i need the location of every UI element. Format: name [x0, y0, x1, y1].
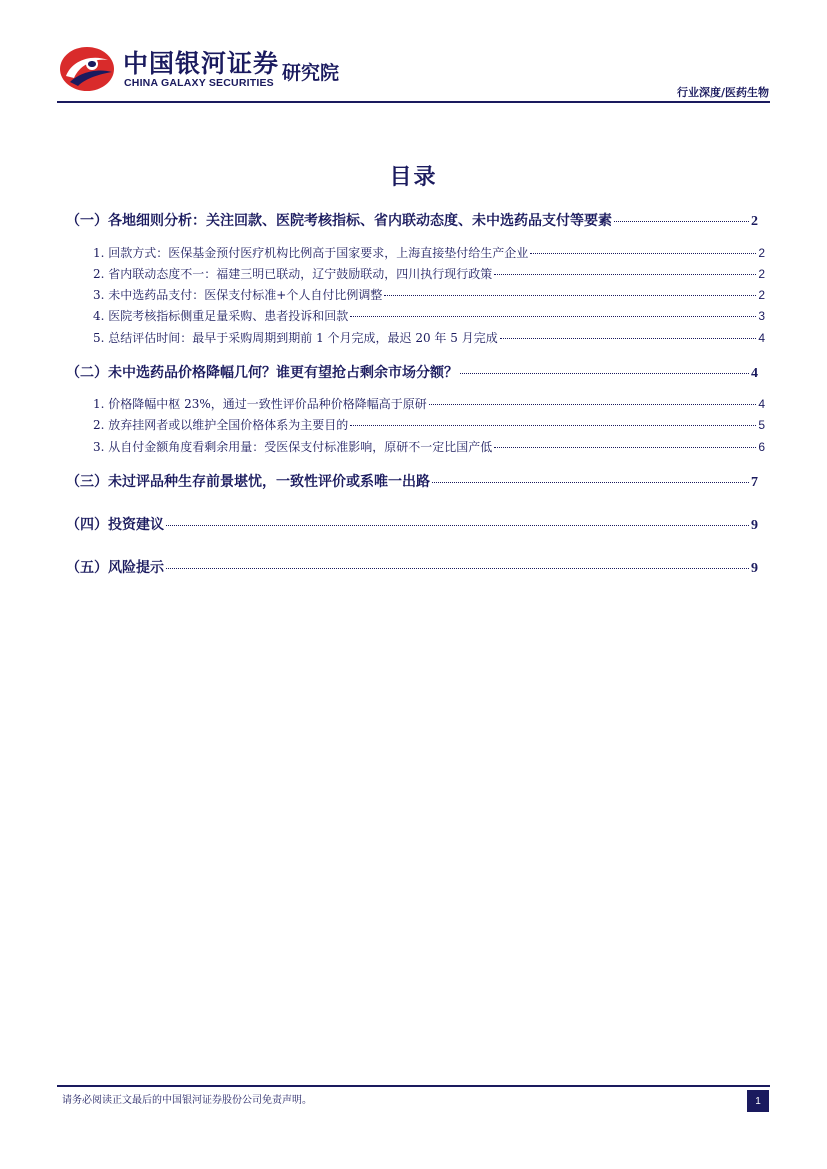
toc-entry-text: 3. 未中选药品支付：医保支付标准+个人自付比例调整	[93, 288, 383, 302]
toc-entry-text: 2. 放弃挂网者或以维护全国价格体系为主要目的	[93, 418, 349, 432]
toc-entry-page: 5	[758, 418, 765, 432]
toc-leader	[494, 447, 756, 448]
toc-title: 目录	[389, 164, 438, 190]
footer-divider	[57, 1085, 770, 1087]
toc-entry-page: 6	[758, 440, 765, 454]
toc-entry-page: 2	[758, 246, 765, 260]
toc-leader	[432, 482, 749, 483]
toc-entry-text: （三）未过评品种生存前景堪忧，一致性评价或系唯一出路	[66, 474, 430, 490]
report-category: 行业深度/医药生物	[676, 86, 769, 99]
toc-entry-text: 1. 价格降幅中枢 23%，通过一致性评价品种价格降幅高于原研	[93, 397, 427, 411]
toc-entry[interactable]	[93, 307, 765, 324]
toc-entry-text: （一）各地细则分析：关注回款、医院考核指标、省内联动态度、未中选药品支付等要素	[66, 213, 612, 229]
toc-entry-text: 5. 总结评估时间：最早于采购周期到期前 1 个月完成，最迟 20 年 5 月完成	[93, 331, 498, 345]
toc-leader	[384, 295, 756, 296]
toc-entry-text: 4. 医院考核指标侧重足量采购、患者投诉和回款	[93, 309, 349, 323]
toc-entry-page: 2	[758, 288, 765, 302]
toc-leader	[429, 404, 757, 405]
toc-entry[interactable]	[66, 210, 758, 230]
toc-entry[interactable]	[66, 557, 758, 577]
toc-leader	[350, 425, 756, 426]
toc-entry-text: （五）风险提示	[66, 560, 164, 576]
toc-entry[interactable]	[93, 244, 765, 261]
toc-entry[interactable]	[93, 416, 765, 433]
toc-entry-text: 3. 从自付金额角度看剩余用量：受医保支付标准影响，原研不一定比国产低	[93, 440, 493, 454]
toc-entry-page: 9	[751, 561, 758, 576]
brand-name-en: CHINA GALAXY SECURITIES	[124, 77, 274, 89]
header-divider	[57, 101, 770, 103]
toc-entry[interactable]	[93, 286, 765, 303]
toc-entry[interactable]	[93, 395, 765, 412]
toc-entry-page: 7	[751, 475, 758, 490]
toc-leader	[500, 338, 757, 339]
toc-leader	[530, 253, 756, 254]
toc-entry[interactable]	[93, 329, 765, 346]
page-header	[0, 0, 827, 104]
toc-leader	[614, 221, 749, 222]
page-number: 1	[747, 1090, 769, 1112]
toc-entry-text: （二）未中选药品价格降幅几何？谁更有望抢占剩余市场分额？	[66, 365, 458, 381]
toc-entry[interactable]	[66, 514, 758, 534]
toc-entry-page: 2	[758, 267, 765, 281]
galaxy-logo-icon	[58, 42, 116, 94]
toc-entry[interactable]	[93, 438, 765, 455]
toc-leader	[166, 568, 749, 569]
toc-entry-text: （四）投资建议	[66, 517, 164, 533]
toc-entry-page: 4	[758, 331, 765, 345]
brand-name-cn: 中国银河证券	[123, 49, 280, 78]
toc-entry[interactable]	[66, 362, 758, 382]
toc-leader	[166, 525, 749, 526]
toc-entry-page: 3	[758, 309, 765, 323]
toc-entry[interactable]	[93, 265, 765, 282]
toc-entry[interactable]	[66, 471, 758, 491]
institute-label: 研究院	[282, 62, 340, 84]
toc-entry-text: 2. 省内联动态度不一：福建三明已联动，辽宁鼓励联动，四川执行现行政策	[93, 267, 493, 281]
toc-leader	[350, 316, 756, 317]
toc-leader	[460, 373, 749, 374]
disclaimer-note: 请务必阅读正文最后的中国银河证券股份公司免责声明。	[62, 1095, 312, 1106]
toc-entry-text: 1. 回款方式：医保基金预付医疗机构比例高于国家要求，上海直接垫付给生产企业	[93, 246, 529, 260]
toc-entry-page: 4	[751, 366, 758, 381]
toc-entry-page: 9	[751, 518, 758, 533]
toc-entry-page: 2	[751, 214, 758, 229]
toc-entry-page: 4	[758, 397, 765, 411]
toc-leader	[494, 274, 756, 275]
